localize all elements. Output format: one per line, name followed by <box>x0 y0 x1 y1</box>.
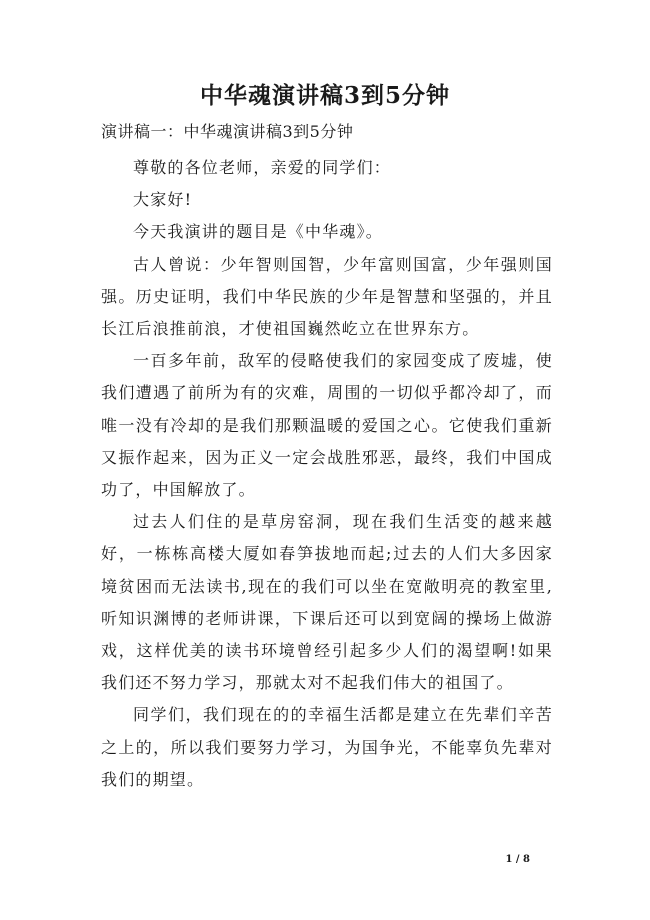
paragraph: 古人曾说：少年智则国智，少年富则国富，少年强则国强。历史证明，我们中华民族的少年是智慧和坚强的，并且长江后浪推前浪，才使祖国巍然屹立在世界东方。 <box>101 254 553 339</box>
document-body <box>101 152 553 796</box>
document-title: 中华魂演讲稿3到5分钟 <box>199 82 450 109</box>
paragraph: 过去人们住的是草房窑洞，现在我们生活变的越来越好，一栋栋高楼大厦如春笋拔地而起;过去的人们大多因家境贫困而无法读书,现在的我们可以坐在宽敞明亮的教室里,听知识渊博的老师讲课，下课后还可以到宽阔的操场上做游戏，这样优美的读书环境曾经引起多少人们的渴望啊!如果我们还不努力学习，那就太对不起我们伟大的祖国了。 <box>101 512 553 693</box>
document-subtitle: 演讲稿一：中华魂演讲稿3到5分钟 <box>101 122 354 141</box>
paragraph: 今天我演讲的题目是《中华魂》。 <box>133 222 384 242</box>
page-number: 1 / 8 <box>505 854 530 865</box>
paragraph: 一百多年前，敌军的侵略使我们的家园变成了废墟，使我们遭遇了前所为有的灾难，周围的一切似乎都冷却了，而唯一没有冷却的是我们那颗温暖的爱国之心。它使我们重新又振作起来，因为正义一定会战胜邪恶，最终，我们中国成功了，中国解放了。 <box>101 351 553 500</box>
paragraph: 大家好! <box>133 190 193 210</box>
paragraph: 同学们，我们现在的的幸福生活都是建立在先辈们辛苦之上的，所以我们要努力学习，为国争光，不能辜负先辈对我们的期望。 <box>101 705 553 789</box>
paragraph: 尊敬的各位老师，亲爱的同学们： <box>133 158 392 177</box>
